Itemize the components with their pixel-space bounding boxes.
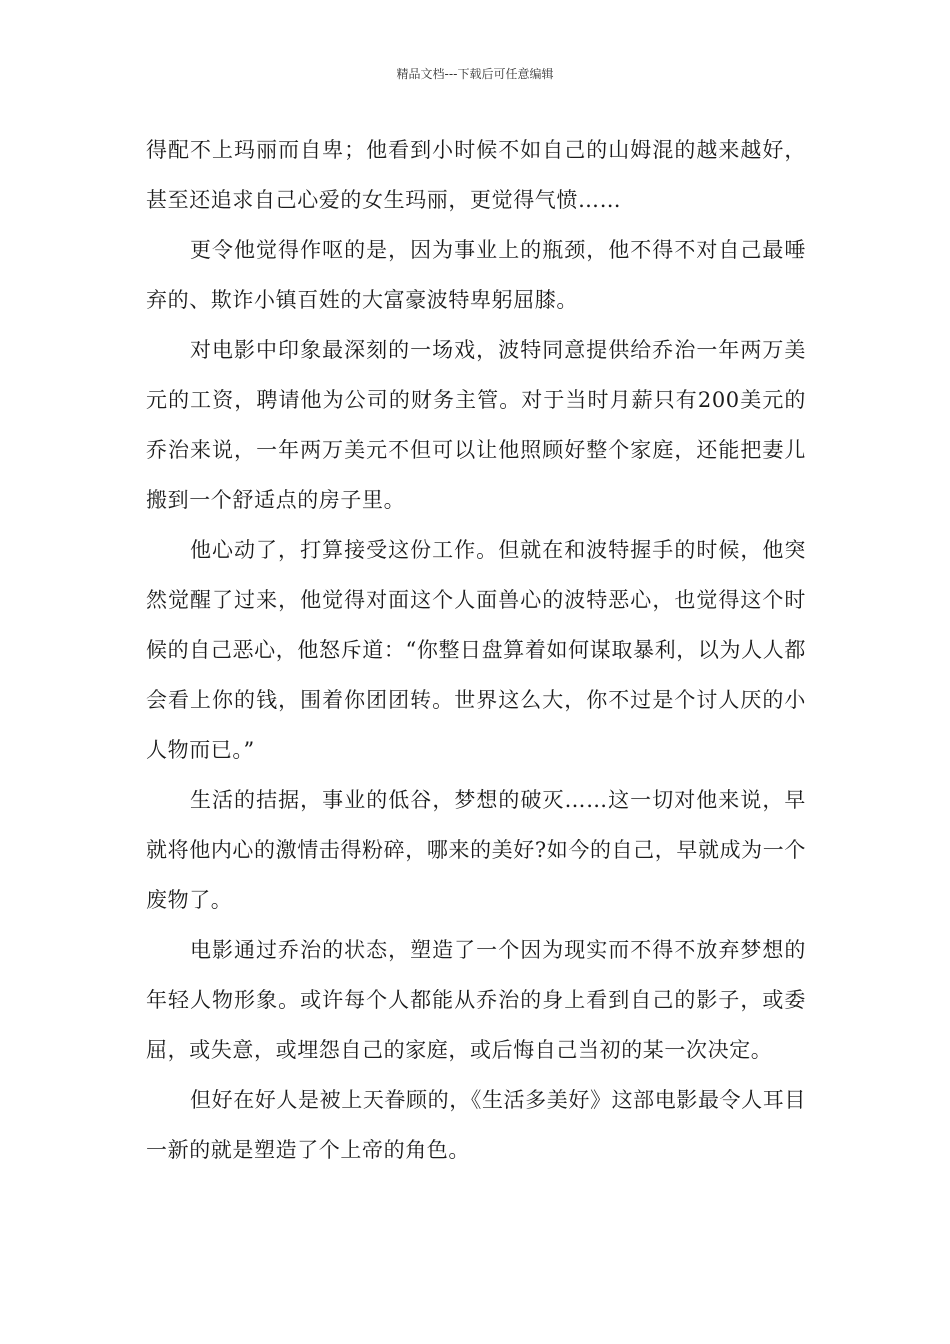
paragraph: 生活的拮据，事业的低谷，梦想的破灭……这一切对他来说，早就将他内心的激情击得粉碎，哪来的美好?如今的自己，早就成为一个废物了。 [146, 788, 806, 912]
paragraph: 他心动了，打算接受这份工作。但就在和波特握手的时候，他突然觉醒了过来，他觉得对面这个人面兽心的波特恶心，也觉得这个时候的自己恶心，他怒斥道：“你整日盘算着如何谋取暴利，以为人人都会看上你的钱，围着你团团转。世界这么大，你不过是个讨人厌的小人物而已。” [146, 538, 806, 762]
paragraph: 电影通过乔治的状态，塑造了一个因为现实而不得不放弃梦想的年轻人物形象。或许每个人都能从乔治的身上看到自己的影子，或委屈，或失意，或埋怨自己的家庭，或后悔自己当初的某一次决定。 [146, 938, 806, 1062]
paragraph: 对电影中印象最深刻的一场戏，波特同意提供给乔治一年两万美元的工资，聘请他为公司的财务主管。对于当时月薪只有200美元的乔治来说，一年两万美元不但可以让他照顾好整个家庭，还能把妻儿搬到一个舒适点的房子里。 [146, 338, 806, 512]
page-header: 精品文档---下载后可任意编辑 [396, 67, 554, 81]
document-body [146, 125, 806, 1175]
paragraph: 但好在好人是被上天眷顾的，《生活多美好》这部电影最令人耳目一新的就是塑造了个上帝的角色。 [146, 1088, 806, 1162]
paragraph: 得配不上玛丽而自卑；他看到小时候不如自己的山姆混的越来越好，甚至还追求自己心爱的女生玛丽，更觉得气愤…… [146, 138, 806, 212]
paragraph: 更令他觉得作呕的是，因为事业上的瓶颈，他不得不对自己最唾弃的、欺诈小镇百姓的大富豪波特卑躬屈膝。 [146, 238, 806, 312]
